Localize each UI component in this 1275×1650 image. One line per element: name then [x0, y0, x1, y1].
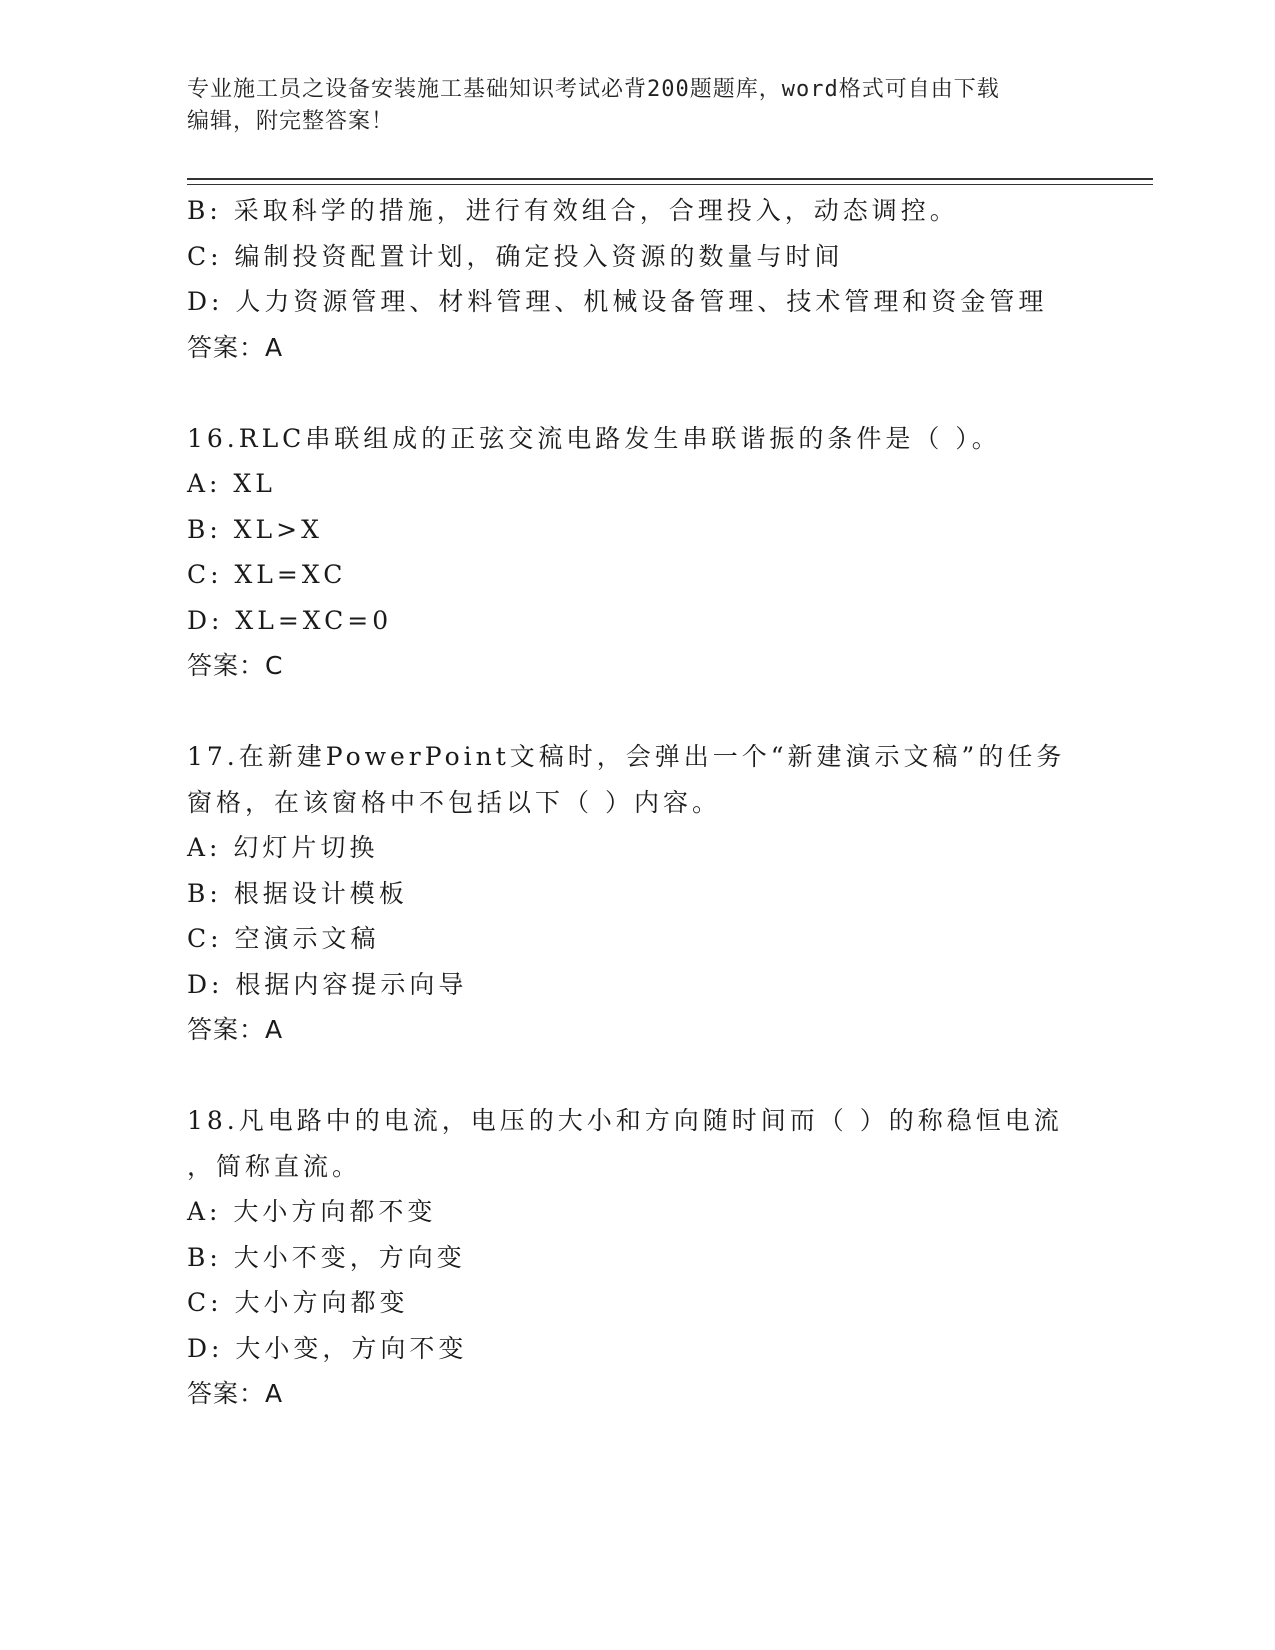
spacer: [187, 370, 1087, 416]
option-c: C: 编制投资配置计划，确定投入资源的数量与时间: [187, 241, 844, 271]
header-title-line-2: 编辑，附完整答案！: [187, 109, 395, 134]
question-text-line-2: ，简称直流。: [187, 1151, 362, 1181]
option-d: D: XL=XC=0: [187, 605, 393, 635]
option-b: B: 采取科学的措施，进行有效组合，合理投入，动态调控。: [187, 196, 959, 225]
spacer: [187, 1053, 1087, 1099]
option-b: B: 根据设计模板: [187, 878, 408, 908]
option-c: C: 大小方向都变: [187, 1288, 409, 1317]
question-text-line-1: 17.在新建PowerPoint文稿时，会弹出一个“新建演示文稿”的任务: [187, 742, 1066, 771]
option-d: D: 人力资源管理、材料管理、机械设备管理、技术管理和资金管理: [187, 287, 1048, 316]
question-text-line-2: 窗格，在该窗格中不包括以下（ ）内容。: [187, 787, 721, 817]
option-d: D: 大小变，方向不变: [187, 1333, 468, 1363]
question-18: [187, 1098, 1087, 1417]
header-divider-thin: [187, 184, 1153, 185]
option-c: C: XL=XC: [187, 560, 347, 589]
option-a: A: 幻灯片切换: [187, 833, 379, 862]
answer: 答案：A: [187, 1379, 284, 1408]
question-text-line-1: 18.凡电路中的电流，电压的大小和方向随时间而（ ）的称稳恒电流: [187, 1106, 1063, 1135]
question-15-fragment: [187, 188, 1087, 370]
question-list: [187, 188, 1087, 1417]
option-b: B: 大小不变，方向变: [187, 1242, 466, 1272]
option-c: C: 空演示文稿: [187, 924, 380, 953]
answer: 答案：A: [187, 332, 284, 362]
question-text: 16.RLC串联组成的正弦交流电路发生串联谐振的条件是（ ）。: [187, 423, 1001, 453]
header-divider-thick: [187, 178, 1153, 180]
answer: 答案：C: [187, 651, 284, 680]
header-title-line-1: 专业施工员之设备安装施工基础知识考试必背200题题库，word格式可自由下载: [187, 77, 1000, 102]
spacer: [187, 689, 1087, 735]
option-b: B: XL>X: [187, 514, 323, 544]
question-16: [187, 416, 1087, 689]
answer: 答案：A: [187, 1015, 284, 1044]
question-17: [187, 734, 1087, 1053]
option-a: A: 大小方向都不变: [187, 1197, 437, 1226]
option-d: D: 根据内容提示向导: [187, 969, 468, 999]
option-a: A: XL: [187, 469, 276, 498]
document-header: [187, 74, 1067, 138]
